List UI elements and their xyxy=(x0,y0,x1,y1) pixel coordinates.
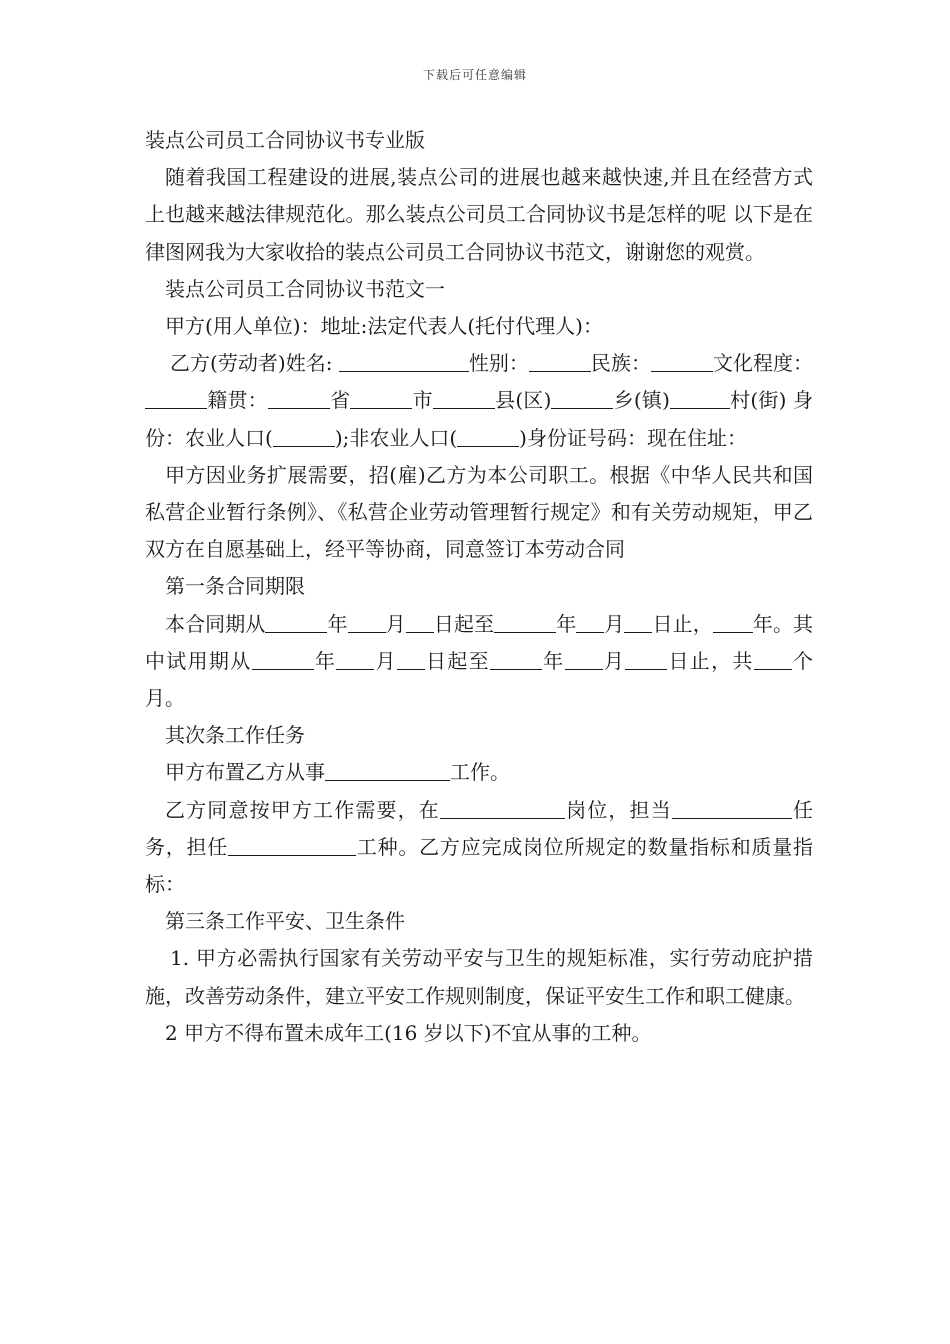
post-label: 岗位，担当 xyxy=(564,797,672,822)
job-type-label: 工种。乙方应完成岗位所规定的数量指标和质量指标： xyxy=(145,834,814,897)
agree-prefix: 乙方同意按甲方工作需要，在 xyxy=(165,797,440,822)
day-from-label: 日起至 xyxy=(433,611,495,636)
months-label: 个月。 xyxy=(145,648,814,711)
year-label: 年 xyxy=(327,611,348,636)
year-period-label: 年。其中试用期从 xyxy=(145,611,814,673)
section-title: 装点公司员工合同协议书范文一 xyxy=(165,276,445,301)
period-blank-a[interactable] xyxy=(713,610,733,633)
township-blank-b[interactable] xyxy=(700,386,730,409)
from-label: 本合同期从 xyxy=(165,611,266,636)
id-label: )身份证号码：现在住址： xyxy=(519,425,747,450)
non-agri-label: );非农业人口( xyxy=(334,425,458,450)
end-year-blank[interactable] xyxy=(494,610,556,633)
non-agri-blank[interactable] xyxy=(457,424,519,447)
province-label: 省 xyxy=(329,388,351,413)
start-month-blank[interactable] xyxy=(348,610,386,633)
name-blank[interactable] xyxy=(339,349,469,372)
trial-start-year-blank[interactable] xyxy=(252,647,314,670)
month-label-4: 月 xyxy=(602,648,626,673)
period-blank-b[interactable] xyxy=(733,610,753,633)
city-blank[interactable] xyxy=(433,386,495,409)
start-year-blank[interactable] xyxy=(265,610,327,633)
intro-paragraph: 随着我国工程建设的进展,装点公司的进展也越来越快速,并且在经营方式上也越来越法律规范化。那么装点公司员工合同协议书是怎样的呢 以下是在律图网我为大家收拾的装点公司员工合同协议书范文，谢谢您的观赏。 xyxy=(145,165,813,264)
trial-end-month-blank[interactable] xyxy=(565,647,603,670)
trial-end-year-blank[interactable] xyxy=(490,647,542,670)
agri-blank[interactable] xyxy=(273,424,335,447)
ethnicity-blank[interactable] xyxy=(651,349,713,372)
end-month-blank[interactable] xyxy=(576,610,604,633)
assign-prefix: 甲方布置乙方从事 xyxy=(165,760,325,785)
document-title: 装点公司员工合同协议书专业版 xyxy=(145,128,425,152)
name-label: 乙方(劳动者)姓名: xyxy=(170,351,339,376)
document-body xyxy=(145,122,813,1052)
party-b-paragraph xyxy=(145,345,813,457)
trial-start-day-blank[interactable] xyxy=(397,647,425,670)
province-blank[interactable] xyxy=(350,386,412,409)
month-label-3: 月 xyxy=(374,648,397,673)
year-label-2: 年 xyxy=(556,611,577,636)
day-to-label: 日止， xyxy=(652,611,713,636)
month-label: 月 xyxy=(385,611,406,636)
origin-blank[interactable] xyxy=(268,386,330,409)
county-label: 县(区) xyxy=(494,388,552,413)
day-from-label-2: 日起至 xyxy=(424,648,490,673)
post-blank[interactable] xyxy=(440,796,565,819)
county-blank[interactable] xyxy=(551,386,613,409)
task-blank-a[interactable] xyxy=(672,796,764,819)
assign-suffix: 工作。 xyxy=(450,760,510,785)
trial-months-blank[interactable] xyxy=(754,647,792,670)
article2-agree xyxy=(145,792,813,904)
trial-end-day-blank[interactable] xyxy=(625,647,667,670)
start-day-blank[interactable] xyxy=(406,610,434,633)
article3-item1: 1. 甲方必需执行国家有关劳动平安与卫生的规矩标准，实行劳动庇护措施，改善劳动条件，建立平安工作规则制度，保证平安生工作和职工健康。 xyxy=(145,946,813,1008)
party-a-line: 甲方(用人单位)：地址:法定代表人(托付代理人)： xyxy=(165,314,603,339)
gender-blank[interactable] xyxy=(529,349,591,372)
education-label: 文化程度： xyxy=(712,351,814,376)
origin-label: 籍贯： xyxy=(207,388,268,413)
end-day-blank[interactable] xyxy=(624,610,652,633)
village-label: 村(街) 身份：农业人口( xyxy=(145,388,814,450)
ethnicity-label: 民族： xyxy=(590,351,651,376)
recruit-paragraph: 甲方因业务扩展需要，招(雇)乙方为本公司职工。根据《中华人民共和国私营企业暂行条例》、《私营企业劳动管理暂行规定》和有关劳动规矩，甲乙双方在自愿基础上，经平等协商，同意签订本劳动合同 xyxy=(145,462,813,562)
article2-title: 其次条工作任务 xyxy=(165,723,305,748)
gender-label: 性别： xyxy=(468,351,529,376)
article1-title: 第一条合同期限 xyxy=(165,574,305,599)
article3-title: 第三条工作平安、卫生条件 xyxy=(165,909,405,934)
article3-item2: 2 甲方不得布置未成年工(16 岁以下)不宜从事的工种。 xyxy=(165,1020,652,1045)
education-blank[interactable] xyxy=(145,386,207,409)
township-blank-a[interactable] xyxy=(670,386,700,409)
year-label-3: 年 xyxy=(313,648,337,673)
end-label: 日止，共 xyxy=(667,648,754,673)
trial-start-month-blank[interactable] xyxy=(336,647,374,670)
work-blank[interactable] xyxy=(325,758,450,781)
task-label: 任务，担任 xyxy=(145,797,814,859)
article1-paragraph xyxy=(145,606,813,718)
task-blank-b[interactable] xyxy=(764,796,792,819)
township-label: 乡(镇) xyxy=(613,388,670,413)
month-label-2: 月 xyxy=(604,611,625,636)
article2-assign xyxy=(145,754,813,791)
job-type-blank[interactable] xyxy=(228,833,356,856)
city-label: 市 xyxy=(412,388,433,413)
page-header: 下载后可任意编辑 xyxy=(422,68,527,82)
year-label-4: 年 xyxy=(541,648,565,673)
